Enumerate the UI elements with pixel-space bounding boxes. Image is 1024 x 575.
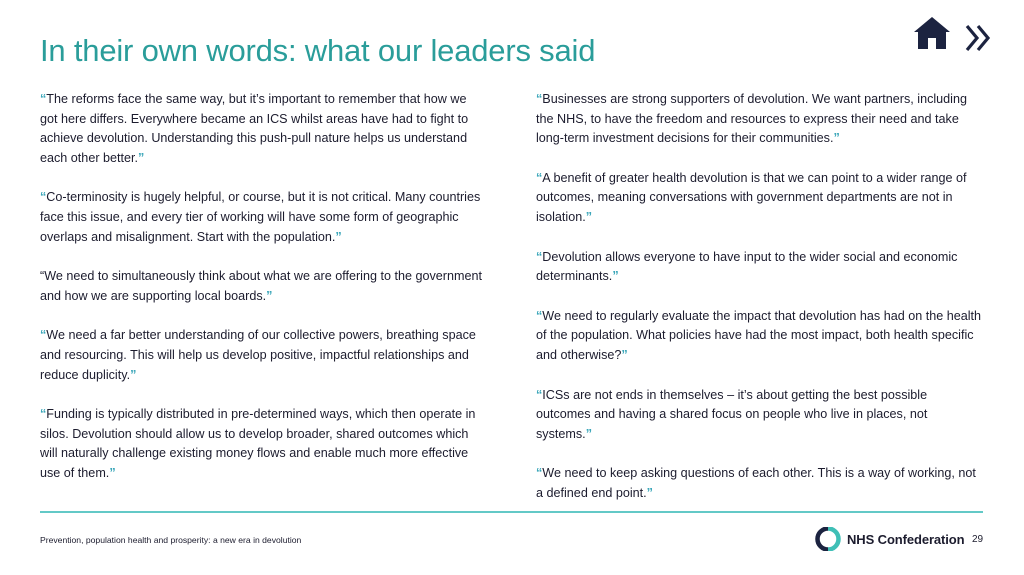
quote-text: We need to simultaneously think about what we are offering to the government and how we are supporting local boards. xyxy=(40,269,482,303)
home-button[interactable] xyxy=(913,16,951,50)
open-quote-mark: “ xyxy=(536,387,543,402)
close-quote-mark: ” xyxy=(646,485,653,500)
nhs-confederation-logo xyxy=(815,527,964,551)
open-quote-mark: “ xyxy=(536,249,543,264)
quote-item xyxy=(536,90,982,149)
quote-text: Businesses are strong supporters of devolution. We want partners, including the NHS, to have the freedom and resources to express their need and take long-term investment decisions for their communities. xyxy=(536,92,967,146)
close-quote-mark: ” xyxy=(109,465,116,480)
quote-item xyxy=(536,464,982,503)
home-icon xyxy=(913,16,951,50)
right-quote-column xyxy=(536,90,982,524)
quote-text: A benefit of greater health devolution is that we can point to a wider range of outcomes, meaning conversations with government departments are not in isolation. xyxy=(536,170,967,224)
nhs-confederation-wordmark: NHS Confederation xyxy=(847,531,965,547)
open-quote-mark: “ xyxy=(536,466,543,481)
page-number: 29 xyxy=(972,534,984,545)
left-quote-column xyxy=(40,90,482,504)
next-page-button[interactable] xyxy=(962,22,994,54)
quote-item xyxy=(536,248,982,287)
open-quote-mark: “ xyxy=(536,92,543,106)
close-quote-mark: ” xyxy=(266,288,273,303)
quote-item xyxy=(40,188,482,247)
open-quote-mark: “ xyxy=(536,170,543,185)
open-quote-mark: “ xyxy=(40,92,47,106)
page-title: In their own words: what our leaders said xyxy=(40,33,596,68)
quote-item xyxy=(536,307,982,366)
quote-item xyxy=(40,326,482,385)
quote-text: We need to regularly evaluate the impact that devolution has had on the health of the population. What policies have had the most impact, both health specific and otherwise? xyxy=(536,308,982,362)
quote-item xyxy=(40,267,482,306)
quote-text: Devolution allows everyone to have input to the wider social and economic determinants. xyxy=(536,249,958,284)
close-quote-mark: ” xyxy=(130,367,137,382)
quote-text: The reforms face the same way, but it’s important to remember that how we got here differs. Everywhere became an ICS whilst areas have had to fight to achieve devolution. Understanding this push-pull nature helps us understand each other better. xyxy=(40,92,469,165)
quote-item xyxy=(536,169,982,228)
open-quote-mark: “ xyxy=(40,190,47,205)
quote-text: We need to keep asking questions of each other. This is a way of working, not a defined end point. xyxy=(536,466,976,500)
quote-text: Funding is typically distributed in pre-determined ways, which then operate in silos. Devolution should allow us to develop broader, shared outcomes which will naturally challenge existing money flows and enable much more effective use of them. xyxy=(40,407,476,480)
quote-text: We need a far better understanding of our collective powers, breathing space and resourcing. This will help us develop positive, impactful relationships and reduce duplicity. xyxy=(40,328,476,382)
quote-item xyxy=(536,386,982,445)
open-quote-mark: “ xyxy=(40,328,47,343)
open-quote-mark: “ xyxy=(40,269,45,284)
close-quote-mark: ” xyxy=(612,269,619,284)
close-quote-mark: ” xyxy=(833,131,840,146)
open-quote-mark: “ xyxy=(536,308,543,323)
quote-item xyxy=(40,90,482,168)
footer-publication-title: Prevention, population health and prosperity: a new era in devolution xyxy=(40,535,302,545)
close-quote-mark: ” xyxy=(335,229,342,244)
open-quote-mark: “ xyxy=(40,407,47,422)
close-quote-mark: ” xyxy=(585,209,593,224)
double-chevron-right-icon xyxy=(962,22,994,54)
close-quote-mark: ” xyxy=(621,347,628,362)
quote-text: ICSs are not ends in themselves – it’s about getting the best possible outcomes and having a shared focus on people who live in places, not systems. xyxy=(536,387,928,441)
footer-divider xyxy=(40,511,983,513)
close-quote-mark: ” xyxy=(138,150,145,165)
quote-text: Co-terminosity is hugely helpful, or course, but it is not critical. Many countries face this issue, and every tier of working will have some form of geographic overlaps and misalignment. Start with the population. xyxy=(40,190,481,244)
quote-item xyxy=(40,405,482,483)
close-quote-mark: ” xyxy=(585,426,592,441)
nhs-confederation-logo-icon xyxy=(815,527,841,551)
